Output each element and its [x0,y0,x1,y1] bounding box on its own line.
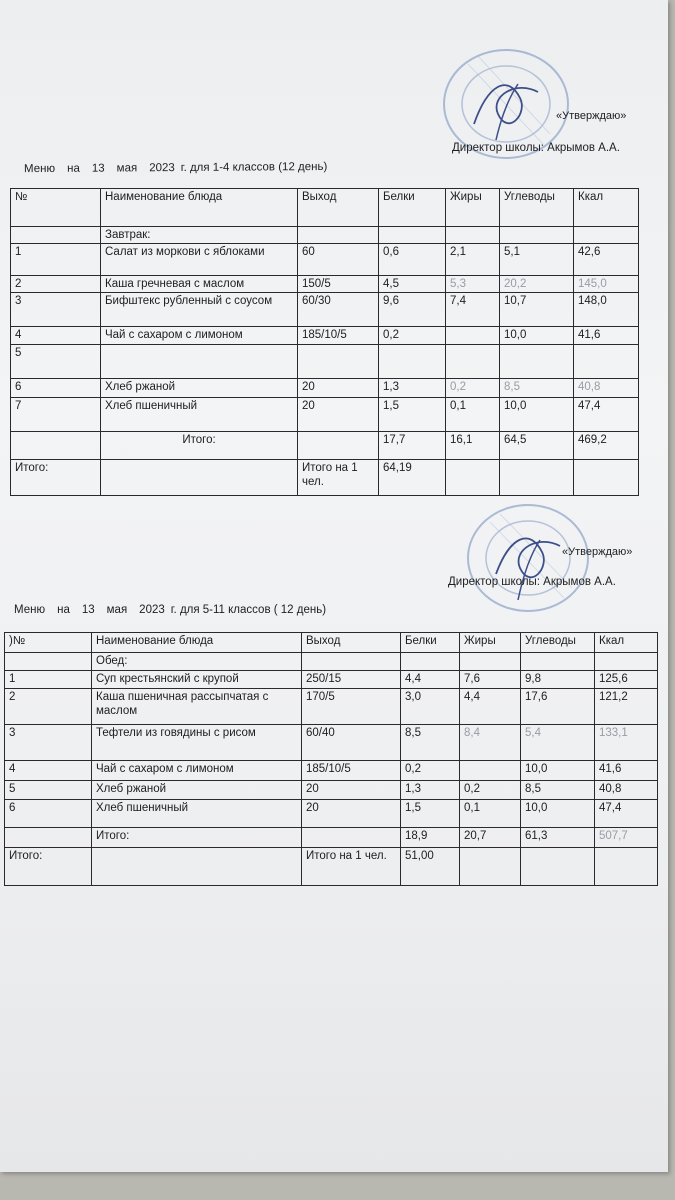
dish-fat [460,761,521,781]
dish-carbs: 8,5 [500,379,574,398]
dish-carbs: 17,6 [521,689,595,725]
grand-total-label: Итого: [11,460,101,496]
table-row [11,276,639,293]
dish-name: Салат из моркови с яблоками [101,244,298,276]
dish-portion: 250/15 [302,671,401,689]
dish-carbs: 20,2 [500,276,574,293]
column-header: Выход [298,189,379,227]
total-row [11,432,639,460]
menu-table-grades-1-4 [10,188,639,496]
table-row [5,781,658,800]
dish-fat: 0,2 [460,781,521,800]
dish-kcal: 47,4 [595,800,658,828]
dish-carbs: 10,0 [500,327,574,345]
dish-fat: 0,2 [446,379,500,398]
dish-number: 2 [5,689,92,725]
dish-number: 3 [11,293,101,327]
dish-number: 5 [11,345,101,379]
table-row [11,379,639,398]
total-protein: 17,7 [379,432,446,460]
approve-label: «Утверждаю» [562,546,633,558]
total-carbs: 64,5 [500,432,574,460]
dish-number: 4 [11,327,101,345]
dish-kcal: 42,6 [574,244,639,276]
dish-kcal: 148,0 [574,293,639,327]
section-row [5,653,658,671]
table-row [5,800,658,828]
section-label: Завтрак: [101,227,298,244]
menu-heading [24,161,339,175]
dish-kcal: 125,6 [595,671,658,689]
dish-name: Чай с сахаром с лимоном [92,761,302,781]
heading-word: г. для 5-11 классов ( 12 день) [170,604,327,616]
table-row [11,345,639,379]
dish-protein: 4,5 [379,276,446,293]
dish-portion: 60/30 [298,293,379,327]
dish-kcal: 41,6 [595,761,658,781]
dish-protein: 1,5 [401,800,460,828]
column-header: Жиры [460,633,521,653]
column-header: Ккал [595,633,658,653]
total-label: Итого: [101,432,298,460]
column-header: )№ [5,633,92,653]
dish-protein: 1,3 [401,781,460,800]
dish-fat: 8,4 [460,725,521,761]
dish-portion: 60 [298,244,379,276]
dish-fat: 0,1 [446,398,500,432]
dish-number: 5 [5,781,92,800]
table-row [5,761,658,781]
dish-number: 4 [5,761,92,781]
column-header: Наименование блюда [92,633,302,653]
total-carbs: 61,3 [521,828,595,848]
heading-word: Меню [14,604,46,616]
dish-carbs: 10,7 [500,293,574,327]
dish-protein: 4,4 [401,671,460,689]
dish-protein: 1,5 [379,398,446,432]
director-signature-line: Директор школы: Акрымов А.А. [448,576,616,588]
dish-portion: 185/10/5 [298,327,379,345]
dish-protein: 0,6 [379,244,446,276]
dish-portion: 20 [298,379,379,398]
table-row [5,689,658,725]
dish-kcal: 47,4 [574,398,639,432]
dish-name: Каша гречневая с маслом [101,276,298,293]
dish-name: Бифштекс рубленный с соусом [101,293,298,327]
column-header: Белки [401,633,460,653]
dish-kcal: 133,1 [595,725,658,761]
dish-portion: 20 [302,781,401,800]
heading-word: 2023 [149,162,175,175]
column-header: Выход [302,633,401,653]
menu-table-grades-5-11 [4,632,658,886]
dish-number: 3 [5,725,92,761]
table-header-row [5,633,658,653]
dish-fat: 4,4 [460,689,521,725]
total-protein: 18,9 [401,828,460,848]
dish-number: 6 [11,379,101,398]
column-header: Углеводы [500,189,574,227]
dish-fat: 7,4 [446,293,500,327]
total-label: Итого: [92,828,302,848]
table-row [5,671,658,689]
dish-kcal [574,345,639,379]
dish-name: Суп крестьянский с крупой [92,671,302,689]
dish-number: 7 [11,398,101,432]
dish-portion: 170/5 [302,689,401,725]
dish-number: 1 [11,244,101,276]
dish-protein: 3,0 [401,689,460,725]
dish-portion: 60/40 [302,725,401,761]
dish-fat [446,327,500,345]
total-row [5,828,658,848]
heading-word: 13 [91,162,105,175]
column-header: Белки [379,189,446,227]
dish-protein: 0,2 [379,327,446,345]
dish-name: Хлеб ржаной [101,379,298,398]
dish-kcal: 40,8 [595,781,658,800]
column-header: Ккал [574,189,639,227]
dish-portion: 20 [298,398,379,432]
dish-fat: 2,1 [446,244,500,276]
column-header: Углеводы [521,633,595,653]
section-label: Обед: [92,653,302,671]
dish-portion [298,345,379,379]
dish-carbs [500,345,574,379]
section-row [11,227,639,244]
dish-number: 6 [5,800,92,828]
table-row [11,327,639,345]
dish-protein: 8,5 [401,725,460,761]
dish-kcal: 41,6 [574,327,639,345]
director-signature-line: Директор школы: Акрымов А.А. [452,142,620,154]
dish-protein: 1,3 [379,379,446,398]
heading-word: мая [106,604,128,616]
dish-kcal: 145,0 [574,276,639,293]
per-person-label: Итого на 1 чел. [298,460,379,496]
dish-kcal: 121,2 [595,689,658,725]
dish-name: Чай с сахаром с лимоном [101,327,298,345]
dish-kcal: 40,8 [574,379,639,398]
dish-fat: 0,1 [460,800,521,828]
per-person-label: Итого на 1 чел. [302,848,401,886]
heading-word: на [67,162,80,175]
heading-word: мая [116,162,138,175]
dish-carbs: 5,4 [521,725,595,761]
dish-name: Тефтели из говядины с рисом [92,725,302,761]
heading-word: на [57,604,70,616]
column-header: Жиры [446,189,500,227]
dish-protein: 9,6 [379,293,446,327]
heading-word: Меню [23,162,56,176]
dish-carbs: 5,1 [500,244,574,276]
table-row [11,244,639,276]
dish-protein: 0,2 [401,761,460,781]
dish-fat: 5,3 [446,276,500,293]
dish-name: Хлеб пшеничный [101,398,298,432]
dish-portion: 20 [302,800,401,828]
dish-carbs: 10,0 [500,398,574,432]
grand-total-row [5,848,658,886]
heading-word: г. для 1-4 классов (12 день) [180,160,328,175]
table-header-row [11,189,639,227]
dish-fat [446,345,500,379]
dish-carbs: 10,0 [521,761,595,781]
dish-name: Каша пшеничная рассыпчатая с маслом [92,689,302,725]
approve-label: «Утверждаю» [556,110,627,122]
total-fat: 16,1 [446,432,500,460]
per-person-value: 64,19 [379,460,446,496]
menu-heading [14,604,338,616]
dish-name: Хлеб пшеничный [92,800,302,828]
table-row [11,398,639,432]
dish-number: 1 [5,671,92,689]
table-row [5,725,658,761]
dish-carbs: 8,5 [521,781,595,800]
column-header: № [11,189,101,227]
dish-fat: 7,6 [460,671,521,689]
dish-name: Хлеб ржаной [92,781,302,800]
dish-protein [379,345,446,379]
dish-carbs: 9,8 [521,671,595,689]
dish-name [101,345,298,379]
grand-total-row [11,460,639,496]
heading-word: 13 [81,604,95,616]
dish-number: 2 [11,276,101,293]
school-stamp-seal [462,500,600,620]
dish-portion: 185/10/5 [302,761,401,781]
column-header: Наименование блюда [101,189,298,227]
total-kcal: 507,7 [595,828,658,848]
total-fat: 20,7 [460,828,521,848]
dish-carbs: 10,0 [521,800,595,828]
table-row [11,293,639,327]
grand-total-label: Итого: [5,848,92,886]
heading-word: 2023 [139,604,165,616]
per-person-value: 51,00 [401,848,460,886]
dish-portion: 150/5 [298,276,379,293]
total-kcal: 469,2 [574,432,639,460]
